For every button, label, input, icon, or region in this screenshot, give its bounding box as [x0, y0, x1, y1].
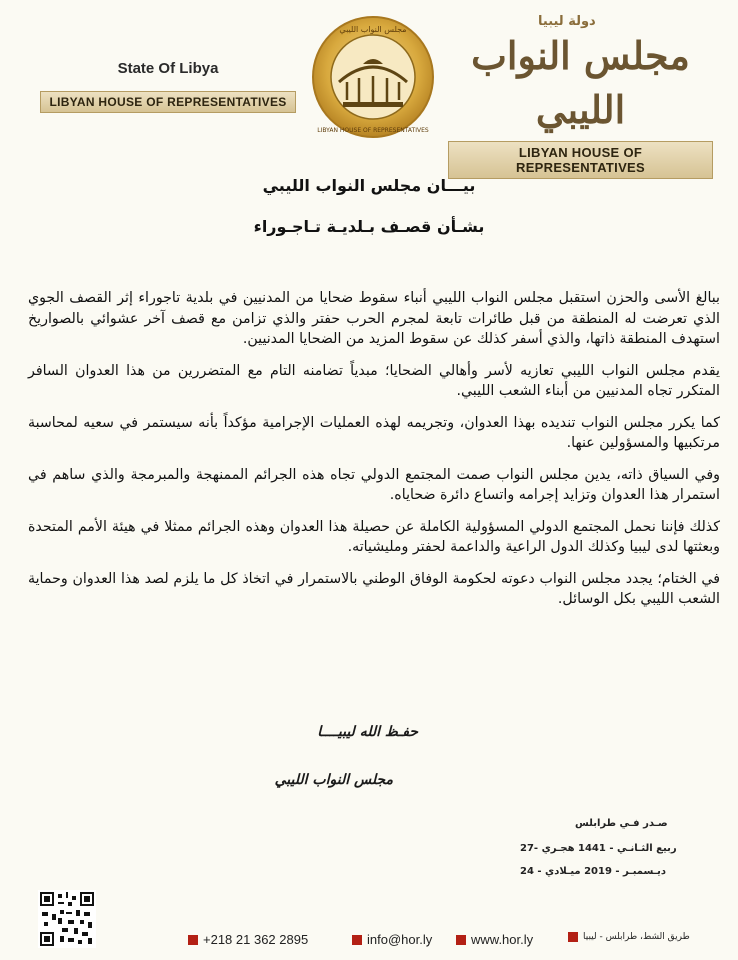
state-name-ar: دولة ليبيا: [538, 14, 596, 29]
paragraph: في الختام؛ يجدد مجلس النواب دعوته لحكومة الوفاق الوطني بالاستمرار في اتخاذ كل ما يلزم لصد هذا العدوان وحماية الشعب الليبي بكل الوسائل.: [28, 570, 720, 607]
house-name-en: LIBYAN HOUSE OF REPRESENTATIVES: [40, 91, 295, 113]
footer-website[interactable]: [456, 932, 533, 947]
email-icon: [352, 935, 362, 945]
phone-number: +218 21 362 2895: [203, 932, 309, 947]
paragraph: يقدم مجلس النواب الليبي تعازيه لأسر وأهالي الضحايا؛ مبدياً تضامنه التام مع المتضررين من هذا العدوان السافر المتكرر تجاه المدنيين من أبناء الشعب الليبي.: [28, 362, 720, 399]
address-text: طريق الشط، طرابلس - ليبيا: [583, 932, 690, 942]
phone-icon: [188, 935, 198, 945]
issue-date-hijri: 27- ربيع الثـانـي - 1441 هجـري: [520, 843, 677, 854]
footer-email[interactable]: [352, 932, 432, 947]
footer-address: [568, 932, 690, 942]
closing-blessing: حفـظ الله ليبيــــا: [317, 724, 418, 740]
paragraph: كما يكرر مجلس النواب تنديده بهذا العدوان، وتجريمه لهذه العمليات الإجرامية مؤكداً بأنه سيستمر في سعيه لمحاسبة مرتكبيها والمسؤولين عنها.: [28, 414, 720, 451]
email-address: info@hor.ly: [367, 932, 433, 947]
statement-body: [28, 288, 720, 621]
website-url: www.hor.ly: [471, 932, 534, 947]
svg-text:LIBYAN HOUSE OF REPRESENTATIVE: LIBYAN HOUSE OF REPRESENTATIVES: [317, 127, 429, 134]
house-seal-logo: [303, 12, 443, 142]
statement-title: [0, 176, 738, 236]
title-line-2: بشـأن قصـف بـلديـة تـاجـوراء: [253, 217, 485, 236]
paragraph: كذلك فإننا نحمل المجتمع الدولي المسؤولية الكاملة عن حصيلة هذا العدوان وهذه الجرائم ممثلا في هيئة الأمم المتحدة وبعثتها لدى ليبيا وكذلك الدول الراعية والداعمة لحفتر ومليشياته.: [28, 518, 720, 555]
svg-text:مجلس النواب الليبي: مجلس النواب الليبي: [339, 25, 407, 34]
web-icon: [456, 935, 466, 945]
issue-info: [480, 818, 680, 877]
paragraph: وفي السياق ذاته، يدين مجلس النواب صمت المجتمع الدولي تجاه هذه الجرائم الممنهجة والمبرمجة والذي ساهم في استمرار هذا العدوان وتزايد إجرامه واتساع دائرة ضحاياه.: [28, 466, 720, 503]
paragraph: ببالغ الأسى والحزن استقبل مجلس النواب الليبي أنباء سقوط ضحايا من المدنيين في بلدية تاجوراء إثر القصف الجوي الذي تعرضت له المنطقة من قبل طائرات تابعة لمجرم الحرب حفتر والذي تزامن مع قصف آخر عشوائي بالصواريخ استهدف المنطقة ذاتها، والذي أسفر كذلك عن سقوط المزيد من الضحايا المدنيين.: [28, 290, 720, 347]
title-line-1: بيـــان مجلس النواب الليبي: [262, 176, 476, 195]
location-icon: [568, 932, 578, 942]
footer-phone[interactable]: [188, 932, 308, 947]
issue-place: صـدر فـي طرابلس: [575, 818, 668, 829]
house-name-ar-logotype: مجلس النواب الليبي: [471, 33, 690, 132]
issue-date-gregorian: 24 - ديـسمبـر - 2019 ميـلادي: [520, 866, 666, 877]
letterhead-footer: [0, 920, 738, 960]
state-name-en: State Of Libya: [117, 60, 219, 77]
qr-code-icon: [38, 890, 96, 948]
house-name-en-right: LIBYAN HOUSE OF REPRESENTATIVES: [448, 141, 713, 179]
signature: مجلس النواب الليبي: [274, 772, 393, 788]
letterhead-right: [448, 14, 713, 179]
letterhead: [0, 0, 738, 175]
letterhead-left: [38, 60, 298, 113]
